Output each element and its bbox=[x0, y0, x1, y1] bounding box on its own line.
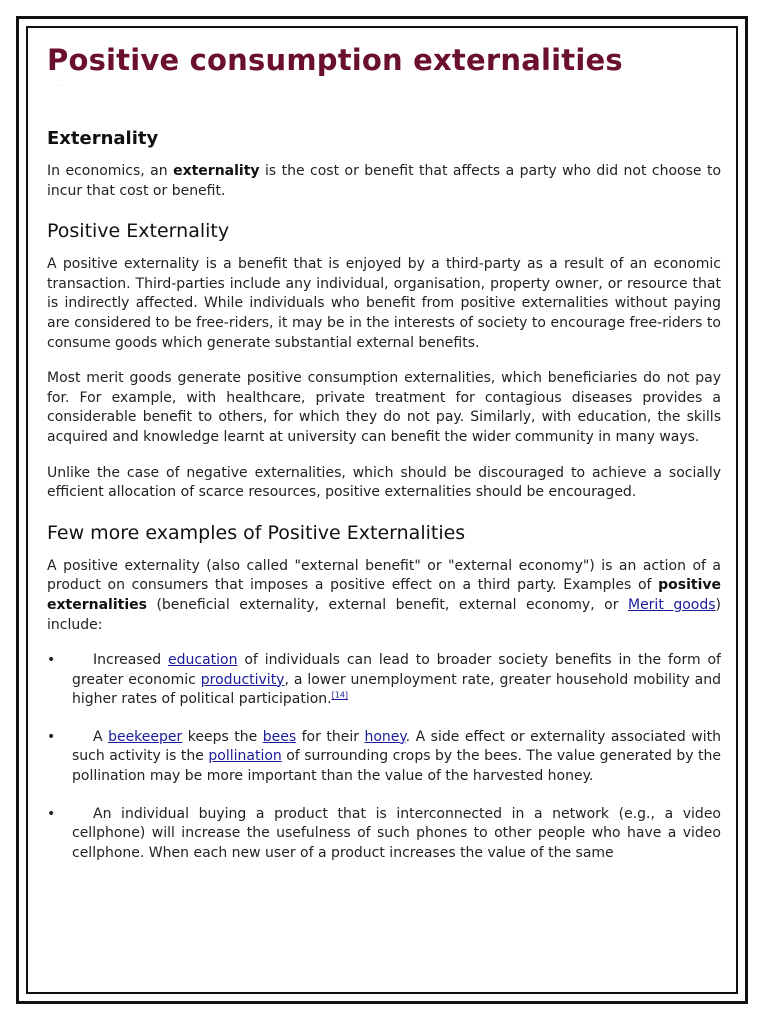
heading-positive-externality: Positive Externality bbox=[47, 220, 230, 243]
text: is the cost or benefit that affects a party who did not choose to incur that cost or benefit. bbox=[47, 163, 721, 199]
link-pollination[interactable]: pollination bbox=[208, 748, 282, 765]
page-title: Positive consumption externalities bbox=[47, 43, 623, 77]
bold-term-positive-externalities: positive externalities bbox=[47, 577, 721, 613]
text: of individuals can lead to broader society benefits in the form of greater economic bbox=[72, 652, 721, 688]
list-item bbox=[47, 651, 721, 710]
text: for their bbox=[296, 728, 365, 745]
text: Increased bbox=[93, 652, 169, 669]
list-item bbox=[47, 805, 721, 864]
citation-link-14[interactable]: [14] bbox=[331, 690, 349, 700]
bullet-marker: • bbox=[47, 652, 56, 669]
title-mark: · bbox=[57, 83, 59, 90]
link-beekeeper[interactable]: beekeeper bbox=[108, 728, 183, 745]
text: , a lower unemployment rate, greater household mobility and higher rates of political participation. bbox=[72, 671, 721, 708]
text: In economics, an bbox=[47, 163, 174, 179]
paragraph-positive-1: A positive externality is a benefit that is enjoyed by a third-party as a result of an economic transaction. Third-parties include any individual, organisation, property owner, or resource that is indirectly affected. While individuals who benefit from positive externalities without paying are considered to be free-riders, it may be in the interests of society to encourage free-riders to consume goods which generate substantial external benefits. bbox=[47, 256, 721, 351]
paragraph-externality-definition bbox=[47, 162, 721, 201]
heading-examples: Few more examples of Positive Externalities bbox=[47, 521, 466, 544]
paragraph-positive-2: Most merit goods generate positive consumption externalities, which beneficiaries do not pay for. For example, with healthcare, private treatment for contagious diseases provides a considerable benefit to others, for which they do not pay. Similarly, with education, the skills acquired and knowledge learnt at university can benefit the wider community in many ways. bbox=[47, 370, 721, 445]
document-content bbox=[47, 40, 721, 980]
link-merit-goods[interactable]: Merit goods bbox=[627, 596, 716, 613]
text: A bbox=[93, 728, 109, 745]
text: . A side effect or externality associated with such activity is the bbox=[72, 728, 721, 765]
text: of surrounding crops by the bees. The value generated by the pollination may be more important than the value of the harvested honey. bbox=[72, 748, 721, 785]
text: An individual buying a product that is interconnected in a network (e.g., a video cellphone) will increase the usefulness of such phones to other people who have a video cellphone. When each new user of a product increases the value of the same bbox=[72, 805, 721, 861]
text: ) include: bbox=[47, 596, 721, 633]
bullet-marker: • bbox=[47, 728, 56, 745]
bold-term-externality: externality bbox=[173, 163, 260, 179]
link-education[interactable]: education bbox=[168, 652, 238, 669]
list-item bbox=[47, 728, 721, 787]
text: keeps the bbox=[182, 728, 263, 745]
link-productivity[interactable]: productivity bbox=[200, 671, 285, 688]
text: (beneficial externality, external benefit, external economy, or bbox=[146, 596, 628, 613]
link-honey[interactable]: honey bbox=[364, 728, 406, 745]
link-bees[interactable]: bees bbox=[262, 728, 297, 745]
paragraph-examples-intro bbox=[47, 557, 721, 635]
heading-externality: Externality bbox=[47, 128, 159, 149]
paragraph-positive-3: Unlike the case of negative externalities, which should be discouraged to achieve a socially efficient allocation of scarce resources, positive externalities should be encouraged. bbox=[47, 464, 721, 501]
bullet-marker: • bbox=[47, 805, 56, 822]
text: A positive externality (also called "external benefit" or "external economy") is an action of a product on consumers that imposes a positive effect on a third party. Examples of bbox=[47, 557, 721, 594]
examples-list bbox=[47, 651, 721, 863]
